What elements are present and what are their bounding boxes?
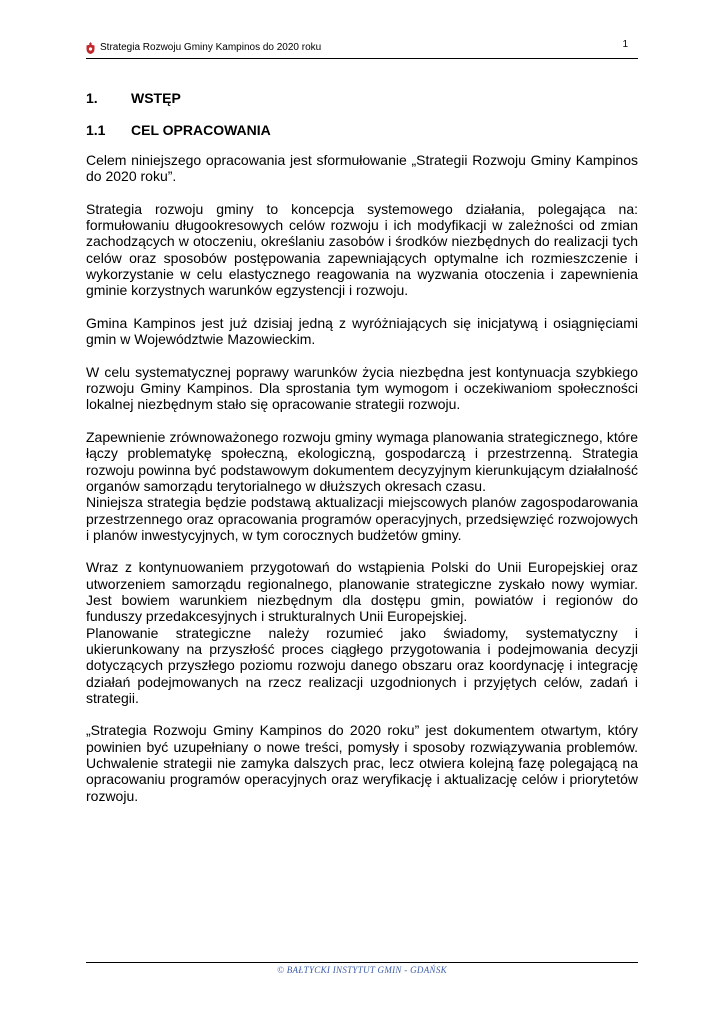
- paragraph: Wraz z kontynuowaniem przygotowań do wstąpienia Polski do Unii Europejskiej oraz utworzeniem samorządu regionalnego, planowanie strategiczne zyskało nowy wymiar. Jest bowiem warunkiem niezbędnym dla dostępu gmin, powiatów i regionów do funduszy przedakcesyjnych i strukturalnych Unii Europejskiej.: [86, 559, 638, 625]
- section-number: 1.: [86, 90, 98, 106]
- paragraph: Strategia rozwoju gminy to koncepcja systemowego działania, polegająca na: formułowaniu długookresowych celów rozwoju i ich modyfikacji w zależności od zmian zachodzących w otoczeniu, określaniu zasobów i środków niezbędnych do realizacji tych celów oraz sposobów postępowania zapewniających optymalne ich rozmieszczenie i wykorzystanie w celu elastycznego reagowania na wyzwania otoczenia i zapewnienia gminie korzystnych warunków egzystencji i rozwoju.: [86, 200, 638, 299]
- paragraph: Celem niniejszego opracowania jest sformułowanie „Strategii Rozwoju Gminy Kampinos do 2020 roku”.: [86, 152, 638, 185]
- subsection-number: 1.1: [86, 122, 106, 138]
- paragraph: „Strategia Rozwoju Gminy Kampinos do 2020 roku” jest dokumentem otwartym, który powinien być uzupełniany o nowe treści, pomysły i sposoby rozwiązywania problemów. Uchwalenie strategii nie zamyka dalszych prac, lecz otwiera kolejną fazę polegającą na opracowaniu programów operacyjnych oraz weryfikację i aktualizację celów i priorytetów rozwoju.: [86, 722, 638, 804]
- page-footer: © BAŁTYCKI INSTYTUT GMIN - GDAŃSK: [277, 965, 447, 975]
- paragraph: W celu systematycznej poprawy warunków życia niezbędna jest kontynuacja szybkiego rozwoju Gminy Kampinos. Dla sprostania tym wymogom i oczekiwaniom społeczności lokalnej niezbędnym stało się opracowanie strategii rozwoju.: [86, 363, 638, 413]
- paragraph: Planowanie strategiczne należy rozumieć jako świadomy, systematyczny i ukierunkowany na przyszłość proces ciągłego przygotowania i podejmowania decyzji dotyczących przyszłego poziomu rozwoju danego obszaru oraz koordynację i integrację działań podejmowanych na rzecz realizacji uzgodnionych i przyjętych celów, zadań i strategii.: [86, 624, 638, 706]
- coat-of-arms-icon: [86, 42, 95, 54]
- paragraph: Zapewnienie zrównoważonego rozwoju gminy wymaga planowania strategicznego, które łączy problematykę społeczną, ekologiczną, gospodarczą i przestrzenną. Strategia rozwoju powinna być podstawowym dokumentem decyzyjnym kierunkującym działalność organów samorządu terytorialnego w dłuższych okresach czasu.: [86, 429, 638, 494]
- section-title: WSTĘP: [131, 90, 181, 106]
- page-number: 1: [622, 39, 628, 50]
- footer-divider: [86, 962, 638, 963]
- page-header: [86, 40, 638, 59]
- section-heading: [86, 90, 181, 107]
- document-body: [86, 152, 638, 820]
- subsection-title: CEL OPRACOWANIA: [131, 122, 271, 138]
- paragraph: Gmina Kampinos jest już dzisiaj jedną z wyróżniających się inicjatywą i osiągnięciami gmin w Województwie Mazowieckim.: [86, 314, 638, 348]
- header-title: Strategia Rozwoju Gminy Kampinos do 2020 roku: [100, 42, 322, 53]
- subsection-heading: [86, 122, 271, 139]
- paragraph: Niniejsza strategia będzie podstawą aktualizacji miejscowych planów zagospodarowania przestrzennego oraz opracowania programów operacyjnych, przedsięwzięć rozwojowych i planów inwestycyjnych, w tym corocznych budżetów gminy.: [86, 494, 638, 543]
